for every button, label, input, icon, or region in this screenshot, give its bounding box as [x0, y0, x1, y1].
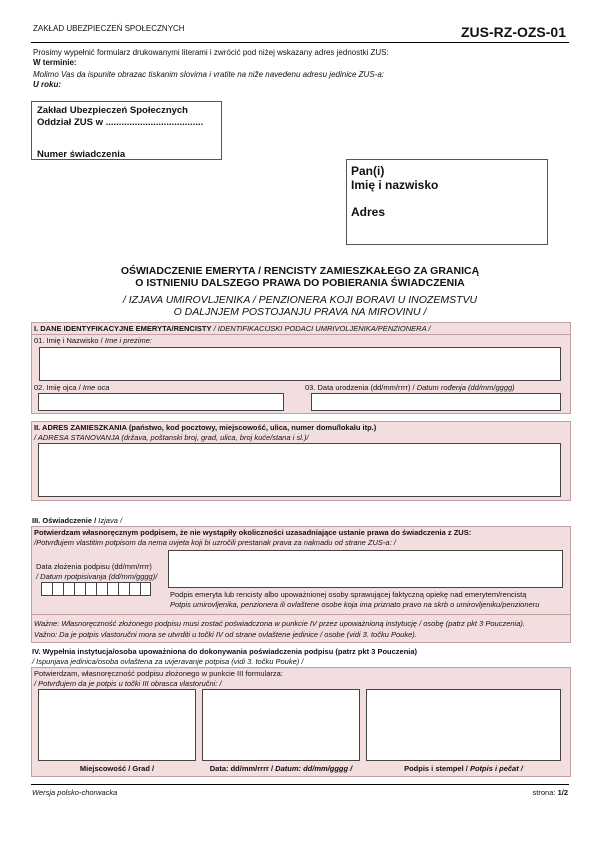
benefit-number-label: Numer świadczenia: [37, 149, 126, 160]
intro-hr-deadline: U roku:: [33, 80, 61, 89]
zus-box-line1: Zakład Ubezpieczeń Społecznych: [37, 105, 188, 116]
signature-label-hr: Potpis umirovljenika, penzionera ili ovlaštene osobe koja ima priznato pravo na skrb o umirovljeniku/penzioneru: [170, 600, 540, 609]
place-label: Miejscowość / Grad /: [79, 764, 155, 773]
declaration-confirm: Potwierdzam własnoręcznym podpisem, że nie wystąpiły okoliczności uzasadniające ustanie prawa do świadczenia z ZUS:: [34, 528, 472, 537]
birth-date-input[interactable]: [311, 393, 561, 411]
certification-confirm-hr: / Potvrđujem da je potpis u točki III obrasca vlastoručni: /: [34, 679, 222, 688]
certification-confirm: Potwierdzam, własnoręczność podpisu złożonego w punkcie III formularza:: [34, 669, 283, 678]
certification-date-label: Data: dd/mm/rrrr / Datum: dd/mm/gggg /: [209, 764, 353, 773]
section-declaration: [31, 526, 571, 643]
signature-date-cells[interactable]: [41, 582, 151, 596]
note-pl: Ważne: Własnoręczność złożonego podpisu musi zostać poświadczona w punkcie IV przez upoważnioną instytucję / osobę (patrz pkt 3 Pouczenia).: [34, 619, 525, 628]
form-code: ZUS-RZ-OZS-01: [461, 24, 566, 40]
father-name-input[interactable]: [38, 393, 284, 411]
signature-stamp-label: Podpis i stempel / Potpis i pečat /: [404, 764, 523, 773]
note-hr: Važno: Da je potpis vlastoručni mora se utvrditi u točki IV od strane ovlaštene jedinice / osobe (vidi 3. točku Pouke).: [34, 630, 417, 639]
zus-box-line2: Oddział ZUS w .....................................: [37, 117, 204, 128]
section2-heading-hr: / ADRESA STANOVANJA (država, poštanski broj, grad, ulica, broj kuće/stana i sl.)/: [34, 433, 309, 442]
addressee-line1: Pan(i): [351, 164, 385, 178]
pensioner-signature-field[interactable]: [168, 550, 563, 588]
field-02-label: 02. Imię ojca / Ime oca: [34, 383, 110, 392]
place-input[interactable]: [38, 689, 196, 761]
intro-pl-line: Prosimy wypełnić formularz drukowanymi literami i zwrócić pod niżej wskazany adres jednostki ZUS:: [33, 48, 389, 57]
signature-date-label-hr: / Datum rpotpisivanja (dd/mm/gggg)/: [36, 572, 158, 581]
section2-heading: II. ADRES ZAMIESZKANIA (państwo, kod pocztowy, miejscowość, ulica, numer domu/lokalu itp.): [34, 423, 377, 432]
certification-date-input[interactable]: [202, 689, 360, 761]
zus-unit-box[interactable]: [31, 101, 222, 160]
field-03-label: 03. Data urodzenia (dd/mm/rrrr) / Datum rođenja (dd/mm/gggg): [305, 383, 515, 392]
title-pl-line1: OŚWIADCZENIE EMERYTA / RENCISTY ZAMIESZKAŁEGO ZA GRANICĄ: [120, 265, 480, 277]
intro-pl-deadline: W terminie:: [33, 58, 77, 67]
section3-title: III. Oświadczenie / Izjava /: [32, 516, 123, 525]
full-name-input[interactable]: [39, 347, 561, 381]
addressee-line3: Adres: [351, 205, 386, 219]
addressee-line2: Imię i nazwisko: [351, 178, 439, 192]
declaration-confirm-hr: /Potvrđujem vlastitim potpisom da nema uvjeta koji bi uzročili prestanak prava za naknadu od strane ZUS-a: /: [34, 538, 396, 547]
signature-date-label: Data złożenia podpisu (dd/mm/rrrr): [36, 562, 152, 571]
footer-page: strona: 1/2: [532, 788, 568, 797]
addressee-box[interactable]: [346, 159, 548, 245]
header-rule: [31, 42, 569, 43]
section1-heading: I. DANE IDENTYFIKACYJNE EMERYTA/RENCISTY / IDENTIFIKACIJSKI PODACI UMRIVOLJENIKA/PENZIONERA /: [34, 324, 431, 333]
footer-version: Wersja polsko-chorwacka: [32, 788, 118, 797]
signature-stamp-field[interactable]: [366, 689, 561, 761]
section-address: [31, 421, 571, 501]
field-01-label: 01. Imię i Nazwisko / Ime i prezime:: [34, 336, 152, 345]
section4-title-hr: / Ispunjava jedinica/osoba ovlaštena za uvjeravanje potpisa (vidi 3. točku Pouke) /: [32, 657, 304, 666]
signature-label: Podpis emeryta lub rencisty albo upoważnionej osoby sprawującej faktyczną opiekę nad emerytem/rencistą: [170, 590, 527, 599]
intro-hr-line: Molimo Vas da ispunite obrazac tiskanim slovima i vratite na niže navedenu adresu jedinice ZUS-a:: [33, 70, 384, 79]
address-input[interactable]: [38, 443, 561, 497]
section-identification: [31, 322, 571, 414]
section4-title: IV. Wypełnia instytucja/osoba upoważniona do dokonywania poświadczenia podpisu (patrz pkt 3 Pouczenia): [32, 647, 418, 656]
title-pl-line2: O ISTNIENIU DALSZEGO PRAWA DO POBIERANIA ŚWIADCZENIA: [135, 277, 465, 289]
header-institution: ZAKŁAD UBEZPIECZEŃ SPOŁECZNYCH: [33, 24, 185, 33]
title-hr-line2: O DALJNJEM POSTOJANJU PRAVA NA MIROVINU /: [173, 306, 427, 318]
footer-rule: [31, 784, 569, 785]
section-certification: [31, 667, 571, 777]
title-hr-line1: / IZJAVA UMIROVLJENIKA / PENZIONERA KOJI BORAVI U INOZEMSTVU: [122, 294, 478, 306]
